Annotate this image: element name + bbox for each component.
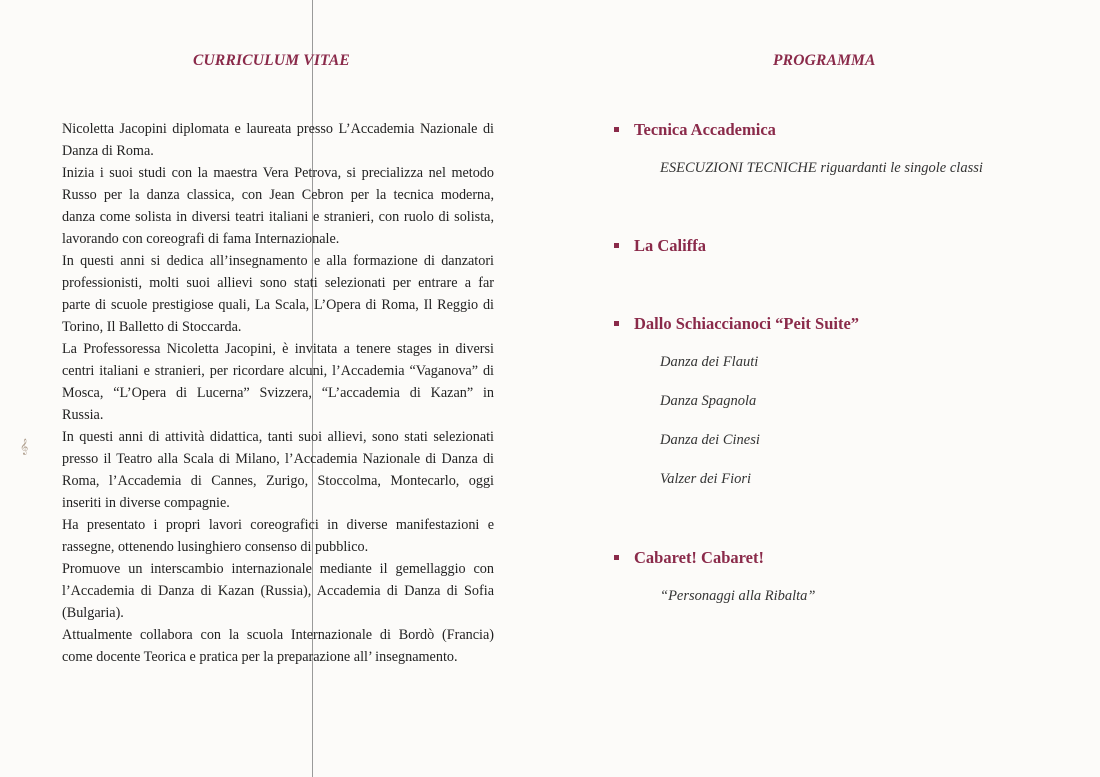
dance-item: Valzer dei Fiori [660,471,752,487]
cv-text-line: come docente Teorica e pratica per la preparazione all’ insegnamento. [62,649,458,665]
cv-text-line: La Professoressa Nicoletta Jacopini, è invitata a tenere stages in diversi [62,341,494,357]
cv-text-line: Russia. [62,407,104,423]
program-item-title: Tecnica Accademica [634,120,776,139]
program-item-subtitle: “Personaggi alla Ribalta” [660,588,816,604]
cv-text-line: parte di scuole prestigiose quali, La Scala, L’Opera di Roma, Il Reggio di [62,297,494,313]
square-bullet-icon [614,127,619,132]
cv-text-line: l’Accademia di Danza di Kazan (Russia), Accademia di Danza di Sofia [62,583,494,599]
cv-text-line: inseriti in diverse compagnie. [62,495,230,511]
cv-text-line: presso il Teatro alla Scala di Milano, l’Accademia Nazionale di Danza di [62,451,494,467]
cv-text-line: Russo per la danza classica, con Jean Cebron per la tecnica moderna, [62,187,494,203]
cv-text-line: danza come solista in diversi teatri italiani e stranieri, con ruolo di solista, [62,209,494,225]
cv-text-line: Roma, l’Accademia di Cannes, Zurigo, Stoccolma, Montecarlo, oggi [62,473,494,489]
ink-mark-icon: 𝄞 [20,440,29,455]
program-item-subtitle: ESECUZIONI TECNICHE riguardanti le singole classi [660,160,983,176]
square-bullet-icon [614,243,619,248]
program-item-title: La Califfa [634,236,706,255]
cv-text-line: Torino, Il Balletto di Stoccarda. [62,319,242,335]
dance-item: Danza dei Cinesi [660,432,760,448]
cv-text-line: Attualmente collabora con la scuola Internazionale di Bordò (Francia) [62,627,494,643]
cv-text-line: rassegne, ottenendo lusinghiero consenso di pubblico. [62,539,369,555]
cv-text-line: (Bulgaria). [62,605,124,621]
curriculum-vitae-body [62,118,494,668]
dance-item: Danza dei Flauti [660,354,759,370]
cv-text-line: Inizia i suoi studi con la maestra Vera Petrova, si precializza nel metodo [62,165,494,181]
dance-item: Danza Spagnola [660,393,757,409]
program-item-title: Cabaret! Cabaret! [634,548,764,567]
cv-text-line: centri italiani e stranieri, per ricordare alcuni, l’Accademia “Vaganova” di [62,363,494,379]
square-bullet-icon [614,555,619,560]
cv-text-line: professionisti, molti suoi allievi sono stati selezionati per entrare a far [62,275,494,291]
cv-text-line: In questi anni di attività didattica, tanti suoi allievi, sono stati selezionati [62,429,494,445]
cv-text-line: Danza di Roma. [62,143,154,159]
cv-text-line: In questi anni si dedica all’insegnamento e alla formazione di danzatori [62,253,494,269]
cv-text-line: Nicoletta Jacopini diplomata e laureata presso L’Accademia Nazionale di [62,121,494,137]
cv-text-line: Promuove un interscambio internazionale mediante il gemellaggio con [62,561,494,577]
cv-text-line: lavorando con coreografi di fama Internazionale. [62,231,340,247]
curriculum-vitae-title: CURRICULUM VITAE [193,52,350,69]
cv-text-line: Ha presentato i propri lavori coreografici in diverse manifestazioni e [62,517,494,533]
square-bullet-icon [614,321,619,326]
cv-text-line: Mosca, “L’Opera di Lucerna” Svizzera, “L’accademia di Kazan” in [62,385,494,401]
program-item-title: Dallo Schiaccianoci “Peit Suite” [634,314,860,333]
programma-title: PROGRAMMA [773,52,876,69]
